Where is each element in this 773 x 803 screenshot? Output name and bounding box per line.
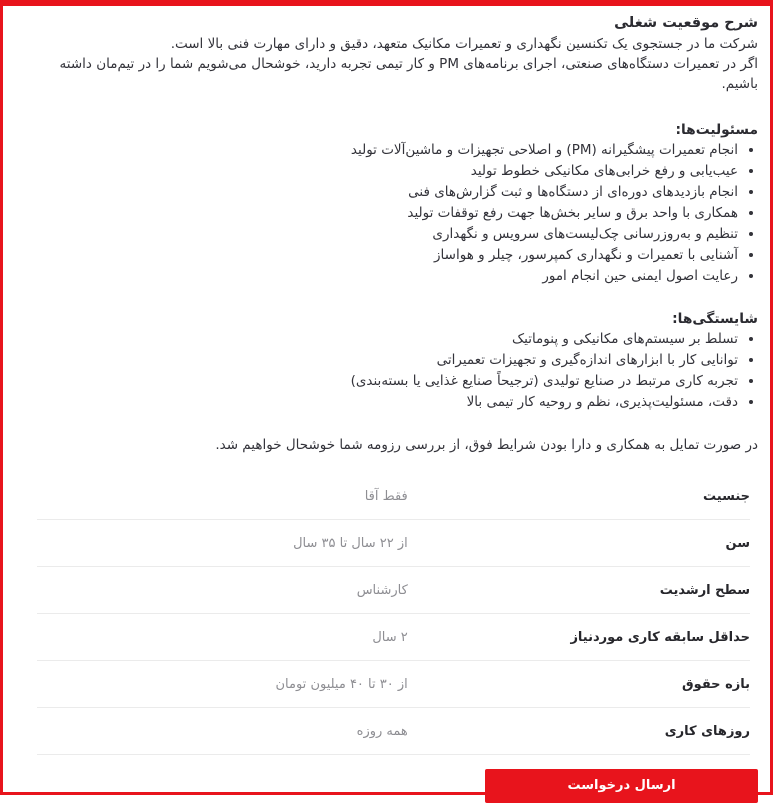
- list-item: • انجام تعمیرات پیشگیرانه (PM) و اصلاحی تجهیزات و ماشین‌آلات تولید: [37, 140, 738, 161]
- detail-value-seniority: کارشناس: [356, 582, 408, 598]
- detail-label-seniority: سطح ارشدیت: [659, 582, 750, 598]
- list-item: • توانایی کار با ابزارهای اندازه‌گیری و تجهیزات تعمیراتی: [37, 350, 738, 371]
- detail-value-working-days: همه روزه: [356, 723, 408, 739]
- detail-label-experience: حداقل سابقه کاری موردنیاز: [570, 629, 750, 645]
- list-item: • تجربه کاری مرتبط در صنایع تولیدی (ترجیحاً صنایع غذایی یا بسته‌بندی): [37, 371, 738, 392]
- list-item: • آشنایی با تعمیرات و نگهداری کمپرسور، چیلر و هواساز: [37, 245, 738, 266]
- table-row: [37, 661, 750, 708]
- table-row: [37, 520, 750, 567]
- detail-value-experience: ۲ سال: [372, 629, 408, 645]
- list-item: • همکاری با واحد برق و سایر بخش‌ها جهت رفع توقفات تولید: [37, 203, 738, 224]
- closing-note: در صورت تمایل به همکاری و دارا بودن شرایط فوق، از بررسی رزومه شما خوشحال خواهیم شد.: [215, 437, 758, 453]
- list-item: • انجام بازدیدهای دوره‌ای از دستگاه‌ها و ثبت گزارش‌های فنی: [37, 182, 738, 203]
- detail-label-age: سن: [725, 535, 750, 551]
- detail-value-age: از ۲۲ سال تا ۳۵ سال: [293, 535, 408, 551]
- list-item: • تسلط بر سیستم‌های مکانیکی و پنوماتیک: [37, 329, 738, 350]
- list-item: • دقت، مسئولیت‌پذیری، نظم و روحیه کار تیمی بالا: [37, 392, 738, 413]
- submit-application-button[interactable]: ارسال درخواست: [485, 769, 758, 803]
- competencies-heading: شایستگی‌ها:: [672, 311, 758, 327]
- intro-line: شرکت ما در جستجوی یک تکنسین نگهداری و تعمیرات مکانیک متعهد، دقیق و دارای مهارت فنی بالا است.: [170, 36, 758, 52]
- job-details-table: [37, 473, 750, 755]
- list-item: • عیب‌یابی و رفع خرابی‌های مکانیکی خطوط تولید: [37, 161, 738, 182]
- list-item: • تنظیم و به‌روزرسانی چک‌لیست‌های سرویس و نگهداری: [37, 224, 738, 245]
- responsibilities-section: [37, 120, 758, 287]
- responsibilities-list: [37, 140, 758, 287]
- detail-label-salary: بازه حقوق: [682, 676, 750, 692]
- detail-label-working-days: روزهای کاری: [664, 723, 750, 739]
- intro-paragraph: [37, 34, 758, 94]
- table-row: [37, 473, 750, 520]
- button-row: [37, 769, 758, 803]
- competencies-list: [37, 329, 758, 413]
- list-item: • رعایت اصول ایمنی حین انجام امور: [37, 266, 738, 287]
- detail-value-gender: فقط آقا: [364, 488, 408, 504]
- competencies-section: [37, 309, 758, 413]
- detail-label-gender: جنسیت: [703, 488, 750, 504]
- responsibilities-heading: مسئولیت‌ها:: [675, 122, 758, 138]
- intro-line: اگر در تعمیرات دستگاه‌های صنعتی، اجرای برنامه‌های PM و کار تیمی تجربه دارید، خوشحال می‌شویم شما را در تیم‌مان داشته باشیم.: [59, 56, 758, 92]
- detail-value-salary: از ۳۰ تا ۴۰ میلیون تومان: [275, 676, 408, 692]
- page-title: شرح موقعیت شغلی: [614, 15, 758, 31]
- table-row: [37, 614, 750, 661]
- table-row: [37, 708, 750, 755]
- table-row: [37, 567, 750, 614]
